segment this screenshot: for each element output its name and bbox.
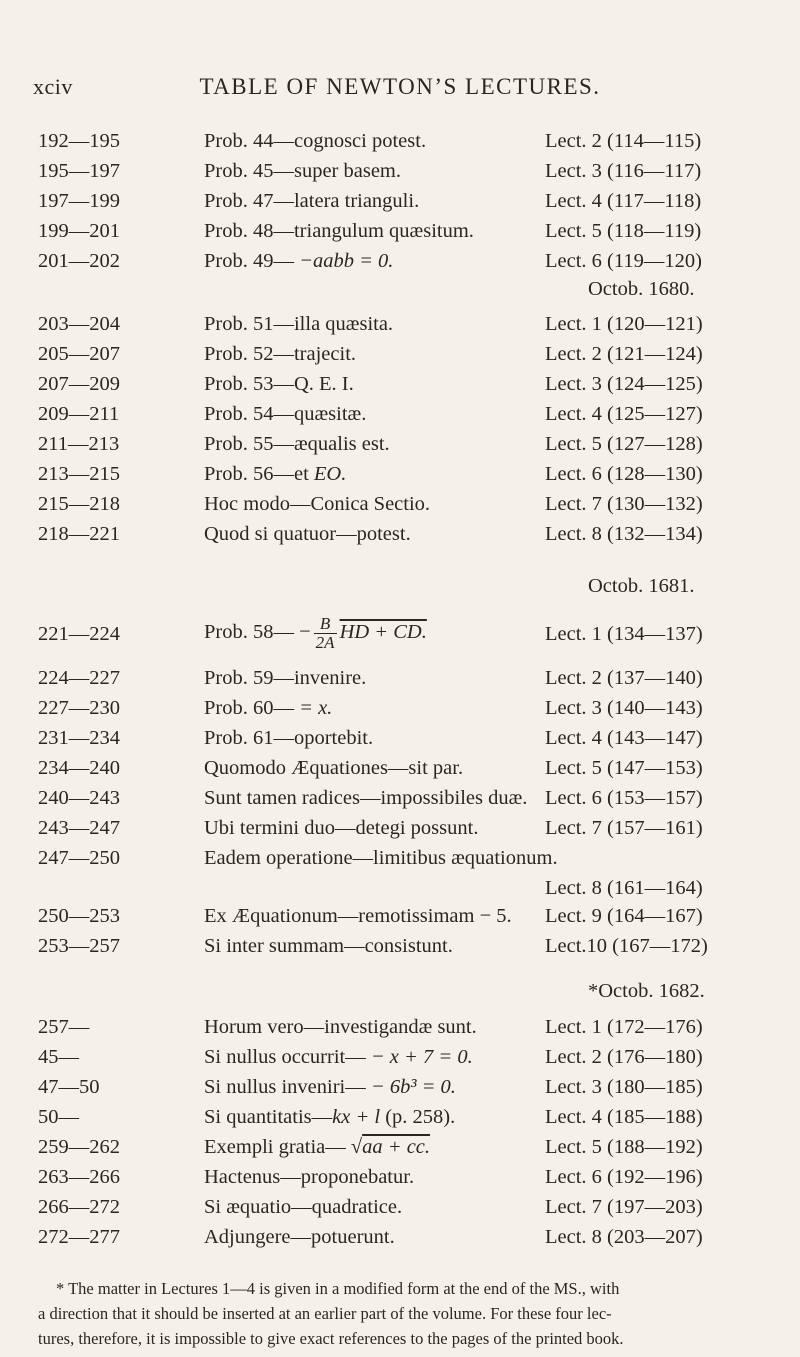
table-row — [0, 1226, 800, 1256]
lecture-cell: Lect. 5 (147—153) — [545, 757, 703, 779]
math-expression: −aabb = 0. — [299, 250, 394, 272]
page-number: xciv — [33, 74, 73, 99]
table-row — [0, 1016, 800, 1046]
problem-text: Prob. 60— — [204, 697, 300, 719]
pages-cell: 45— — [38, 1046, 79, 1068]
problem-cell: Sunt tamen radices—impossibiles duæ. — [204, 787, 528, 809]
pages-cell: 201—202 — [38, 250, 120, 272]
problem-cell: Hactenus—proponebatur. — [204, 1166, 415, 1188]
table-row — [0, 433, 800, 463]
fraction-numerator: B — [319, 614, 331, 633]
pages-cell: 221—224 — [38, 623, 120, 645]
pages-cell: 213—215 — [38, 463, 120, 485]
lecture-cell: Lect. 9 (164—167) — [545, 905, 703, 927]
problem-text: Prob. 58— − — [204, 621, 311, 644]
problem-cell: Si inter summam—consistunt. — [204, 935, 453, 957]
lecture-cell: Lect. 3 (140—143) — [545, 697, 703, 719]
lecture-cell: Lect. 4 (143—147) — [545, 727, 703, 749]
table-row — [0, 727, 800, 757]
lecture-cell: Lect. 6 (153—157) — [545, 787, 703, 809]
problem-cell: Prob. 47—latera trianguli. — [204, 190, 420, 212]
math-expression: − x + 7 = 0. — [370, 1046, 473, 1068]
table-row — [0, 1046, 800, 1076]
problem-cell: Eadem operatione—limitibus æquationum. — [204, 847, 558, 869]
lecture-cell: Lect. 1 (120—121) — [545, 313, 703, 335]
problem-text: Exempli gratia— √ — [204, 1136, 363, 1158]
problem-cell — [204, 615, 427, 652]
pages-cell: 199—201 — [38, 220, 120, 242]
lecture-cell: Lect. 1 (134—137) — [545, 623, 703, 645]
group-heading: *Octob. 1682. — [588, 980, 705, 1002]
problem-cell — [204, 697, 332, 720]
pages-cell: 250—253 — [38, 905, 120, 927]
table-row — [0, 615, 800, 659]
lecture-cell: Lect. 6 (192—196) — [545, 1166, 703, 1188]
table-row — [0, 1106, 800, 1136]
lecture-cell: Lect. 5 (127—128) — [545, 433, 703, 455]
pages-cell: 207—209 — [38, 373, 120, 395]
lecture-cell: Lect. 6 (128—130) — [545, 463, 703, 485]
table-row — [0, 847, 800, 877]
table-row — [0, 130, 800, 160]
lecture-cell: Lect. 4 (117—118) — [545, 190, 702, 212]
footnote-line: tures, therefore, it is impossible to give exact references to the pages of the printed book. — [38, 1329, 624, 1348]
pages-cell: 263—266 — [38, 1166, 120, 1188]
pages-cell: 243—247 — [38, 817, 120, 839]
table-row — [0, 877, 800, 907]
problem-cell: Prob. 55—æqualis est. — [204, 433, 390, 455]
problem-cell: Quod si quatuor—potest. — [204, 523, 411, 545]
lecture-cell: Lect. 3 (180—185) — [545, 1076, 703, 1098]
problem-text: Si nullus inveniri— — [204, 1076, 371, 1098]
table-row — [0, 757, 800, 787]
lecture-cell: Lect. 4 (125—127) — [545, 403, 703, 425]
group-heading: Octob. 1680. — [588, 278, 695, 300]
problem-text-suffix: (p. 258). — [380, 1106, 456, 1128]
footnote-line: a direction that it should be inserted at an earlier part of the volume. For these four lec- — [38, 1304, 612, 1323]
math-expression: HD + CD. — [339, 621, 427, 644]
problem-text: Si nullus occurrit— — [204, 1046, 371, 1068]
pages-cell: 231—234 — [38, 727, 120, 749]
lecture-cell: Lect. 2 (114—115) — [545, 130, 702, 152]
problem-text: Prob. 49— — [204, 250, 300, 272]
lecture-cell: Lect. 1 (172—176) — [545, 1016, 703, 1038]
problem-cell: Prob. 61—oportebit. — [204, 727, 374, 749]
problem-cell — [204, 1046, 473, 1069]
group-heading: Octob. 1681. — [588, 575, 695, 597]
pages-cell: 197—199 — [38, 190, 120, 212]
pages-cell: 253—257 — [38, 935, 120, 957]
pages-cell: 247—250 — [38, 847, 120, 869]
lecture-cell: Lect. 2 (176—180) — [545, 1046, 703, 1068]
pages-cell: 205—207 — [38, 343, 120, 365]
problem-cell: Hoc modo—Conica Sectio. — [204, 493, 431, 515]
pages-cell: 259—262 — [38, 1136, 120, 1158]
problem-cell: Ex Æquationum—remotissimam − 5. — [204, 905, 512, 927]
problem-cell: Prob. 45—super basem. — [204, 160, 402, 182]
math-expression: aa + cc. — [362, 1136, 431, 1158]
problem-cell: Si æquatio—quadratice. — [204, 1196, 403, 1218]
table-row — [0, 493, 800, 523]
fraction-denominator: 2A — [315, 632, 335, 652]
problem-cell: Ubi termini duo—detegi possunt. — [204, 817, 479, 839]
table-row — [0, 190, 800, 220]
table-row — [0, 160, 800, 190]
page-title: TABLE OF NEWTON’S LECTURES. — [199, 74, 601, 99]
lecture-cell: Lect. 7 (197—203) — [545, 1196, 703, 1218]
table-row — [0, 1076, 800, 1106]
problem-cell: Horum vero—investigandæ sunt. — [204, 1016, 477, 1038]
math-expression: kx + l — [332, 1106, 381, 1128]
lecture-cell: Lect. 3 (124—125) — [545, 373, 703, 395]
pages-cell: 272—277 — [38, 1226, 120, 1248]
problem-cell: Quomodo Æquationes—sit par. — [204, 757, 464, 779]
table-row — [0, 343, 800, 373]
problem-cell — [204, 1136, 430, 1159]
table-row — [0, 935, 800, 965]
pages-cell: 240—243 — [38, 787, 120, 809]
math-expression: − 6b³ = 0. — [370, 1076, 456, 1098]
problem-text: Si quantitatis— — [204, 1106, 333, 1128]
table-row — [0, 1166, 800, 1196]
table-row — [0, 373, 800, 403]
problem-cell: Adjungere—potuerunt. — [204, 1226, 395, 1248]
lecture-cell: Lect. 8 (132—134) — [545, 523, 703, 545]
math-expression: EO. — [313, 463, 347, 485]
pages-cell: 266—272 — [38, 1196, 120, 1218]
fraction — [314, 615, 337, 652]
problem-cell: Prob. 53—Q. E. I. — [204, 373, 354, 395]
pages-cell: 195—197 — [38, 160, 120, 182]
problem-cell: Prob. 59—invenire. — [204, 667, 367, 689]
table-row — [0, 817, 800, 847]
problem-cell — [204, 463, 346, 486]
problem-cell: Prob. 51—illa quæsita. — [204, 313, 394, 335]
lecture-cell: Lect. 5 (118—119) — [545, 220, 702, 242]
pages-cell: 211—213 — [38, 433, 120, 455]
pages-cell: 192—195 — [38, 130, 120, 152]
table-row — [0, 697, 800, 727]
pages-cell: 215—218 — [38, 493, 120, 515]
lecture-cell: Lect. 3 (116—117) — [545, 160, 702, 182]
lecture-cell: Lect. 8 (161—164) — [545, 877, 703, 899]
pages-cell: 234—240 — [38, 757, 120, 779]
pages-cell: 257— — [38, 1016, 90, 1038]
table-row — [0, 313, 800, 343]
table-row — [0, 463, 800, 493]
problem-cell: Prob. 44—cognosci potest. — [204, 130, 427, 152]
lecture-cell: Lect. 7 (130—132) — [545, 493, 703, 515]
lecture-cell: Lect. 7 (157—161) — [545, 817, 703, 839]
lecture-cell: Lect. 2 (137—140) — [545, 667, 703, 689]
pages-cell: 47—50 — [38, 1076, 100, 1098]
table-row — [0, 1136, 800, 1166]
problem-cell — [204, 1106, 455, 1129]
lecture-cell: Lect.10 (167—172) — [545, 935, 708, 957]
problem-cell: Prob. 48—triangulum quæsitum. — [204, 220, 474, 242]
lecture-cell: Lect. 2 (121—124) — [545, 343, 703, 365]
pages-cell: 203—204 — [38, 313, 120, 335]
problem-cell: Prob. 52—trajecit. — [204, 343, 357, 365]
lecture-cell: Lect. 6 (119—120) — [545, 250, 702, 272]
table-row — [0, 250, 800, 280]
table-row — [0, 1196, 800, 1226]
page-header — [0, 74, 800, 104]
pages-cell: 218—221 — [38, 523, 120, 545]
table-row — [0, 787, 800, 817]
problem-cell: Prob. 54—quæsitæ. — [204, 403, 367, 425]
math-expression: = x. — [299, 697, 333, 719]
problem-cell — [204, 250, 393, 273]
problem-cell — [204, 1076, 456, 1099]
problem-text: Prob. 56—et — [204, 463, 314, 485]
pages-cell: 50— — [38, 1106, 79, 1128]
lecture-cell: Lect. 5 (188—192) — [545, 1136, 703, 1158]
table-row — [0, 523, 800, 553]
pages-cell: 227—230 — [38, 697, 120, 719]
footnote-line: * The matter in Lectures 1—4 is given in a modified form at the end of the MS., with — [56, 1279, 620, 1298]
table-row — [0, 905, 800, 935]
table-row — [0, 403, 800, 433]
lecture-cell: Lect. 8 (203—207) — [545, 1226, 703, 1248]
table-row — [0, 667, 800, 697]
lecture-cell: Lect. 4 (185—188) — [545, 1106, 703, 1128]
pages-cell: 209—211 — [38, 403, 120, 425]
table-row — [0, 220, 800, 250]
footnote — [38, 1276, 768, 1351]
pages-cell: 224—227 — [38, 667, 120, 689]
